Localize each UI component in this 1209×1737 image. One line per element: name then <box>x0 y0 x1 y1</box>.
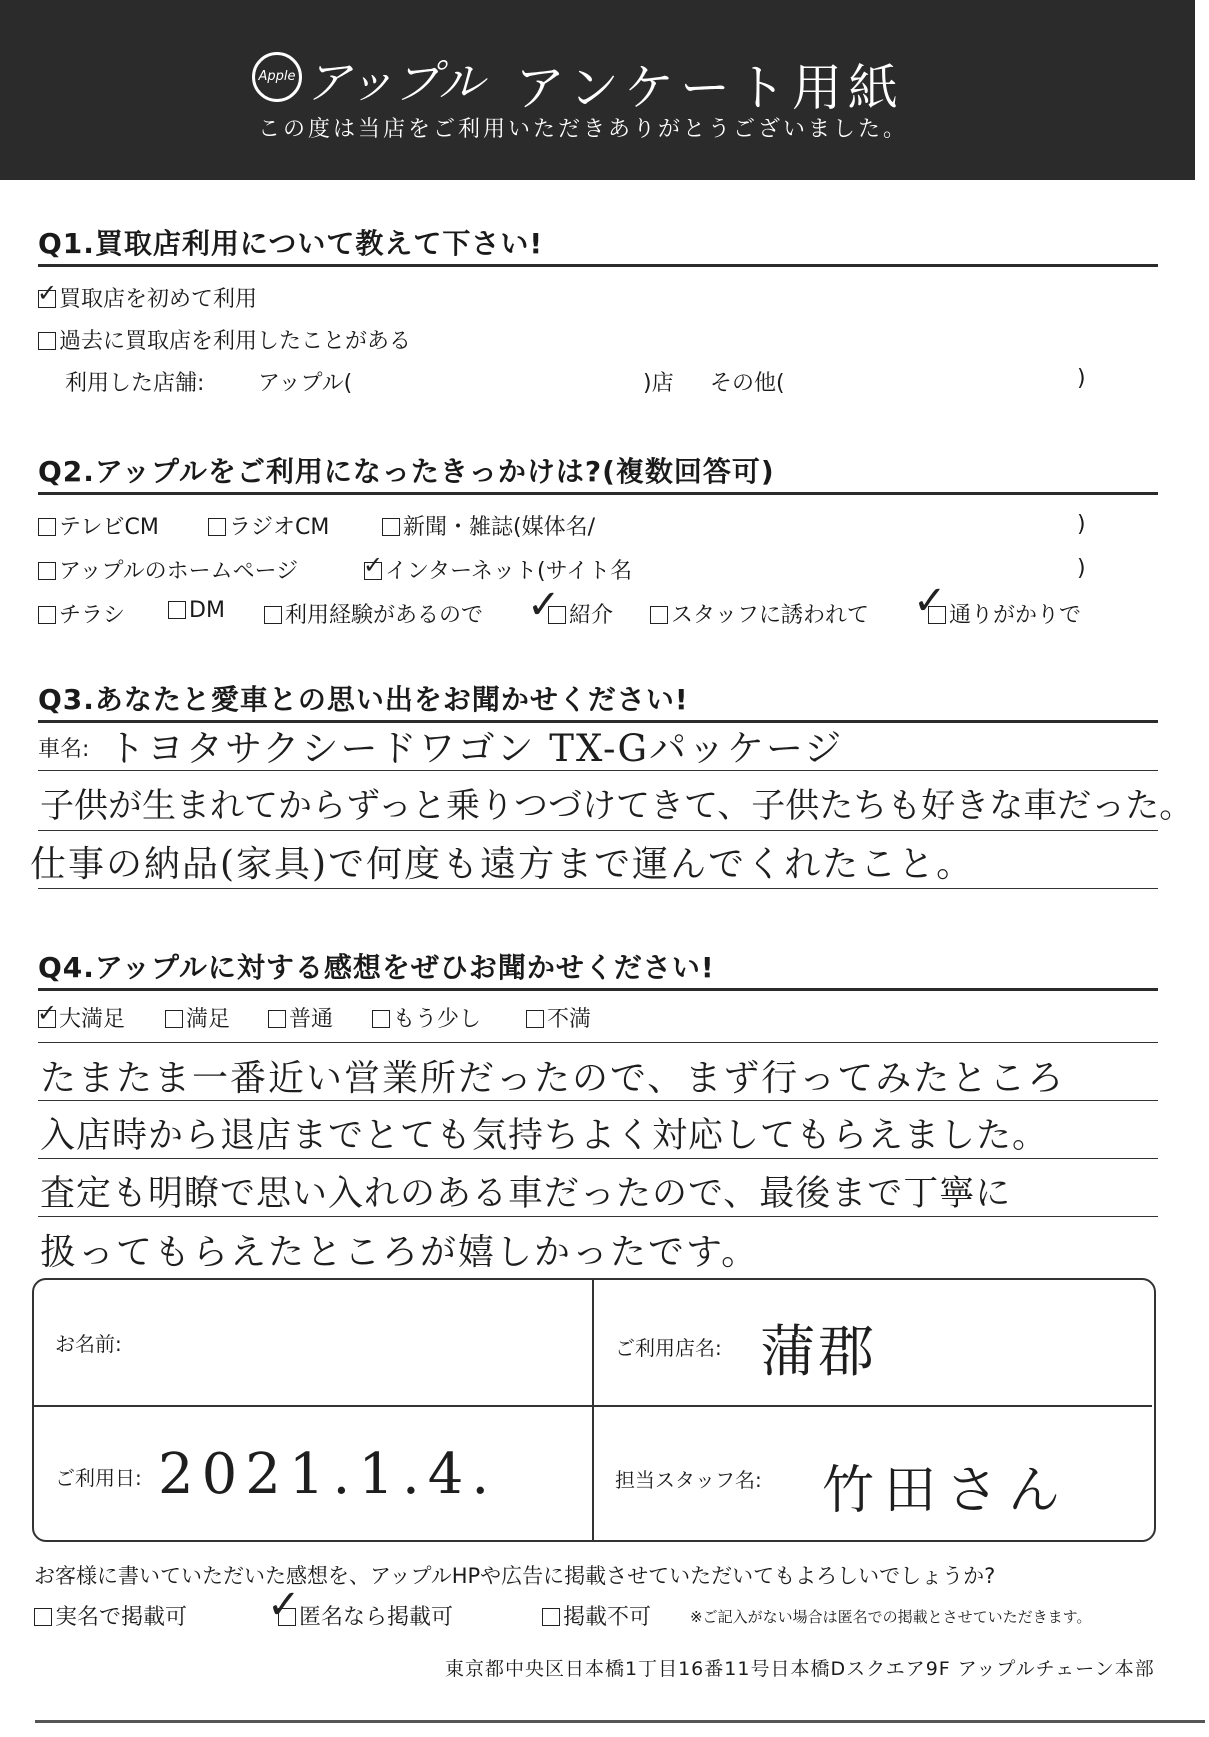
q1-store-label: 利用した店舗: <box>65 371 205 396</box>
q4-answer-line-3: 査定も明瞭で思い入れのある車だったので、最後まで丁寧に <box>40 1174 1012 1214</box>
brand-name: アップル <box>305 55 484 109</box>
q4-option-a-little-more[interactable]: もう少し <box>372 1002 481 1033</box>
q3-answer-line-2: 仕事の納品(家具)で何度も遠方まで運んでくれたこと。 <box>30 844 975 885</box>
q2-row1-close: ) <box>1077 512 1086 537</box>
info-table-divider-vertical <box>592 1278 594 1542</box>
q2-option-internet[interactable]: ✓ インターネット(サイト名 <box>363 551 633 584</box>
checkbox[interactable] <box>264 606 282 624</box>
page-title: アンケート用紙 <box>515 59 904 117</box>
consent-note: ※ご記入がない場合は匿名での掲載とさせていただきます。 <box>690 1608 1092 1626</box>
q4-answer-line-1: たまたま一番近い営業所だったので、まず行ってみたところ <box>40 1058 1066 1099</box>
company-address: 東京都中央区日本橋1丁目16番11号日本橋Dスクエア9F アップルチェーン本部 <box>445 1658 1155 1680</box>
checkbox[interactable] <box>527 582 566 628</box>
usage-date-value: 2021.1.4. <box>158 1442 498 1507</box>
checkmark-icon: ✓ <box>37 279 58 307</box>
q1-option-used-before[interactable]: 過去に買取店を利用したことがある <box>38 324 411 355</box>
q1-store-other: その他( <box>710 371 785 396</box>
checkbox[interactable] <box>208 518 226 536</box>
q4-answer-line-4: 扱ってもらえたところが嬉しかったです。 <box>40 1232 760 1273</box>
q2-option-experience[interactable]: 利用経験があるので <box>264 598 483 629</box>
checkbox[interactable] <box>363 551 384 580</box>
q1-rule <box>38 264 1158 267</box>
q3-answer-line-1: 子供が生まれてからずっと乗りつづけてきて、子供たちも好きな車だった。 <box>40 786 1194 826</box>
store-name-label: ご利用店名: <box>615 1336 722 1360</box>
q4-rule <box>38 988 1158 991</box>
q2-option-passing-by[interactable]: ✓ 通りがかりで <box>913 578 1082 628</box>
checkbox[interactable] <box>38 518 56 536</box>
checkbox[interactable] <box>38 332 56 350</box>
q1-store-suffix: )店 <box>643 371 674 396</box>
store-name-value: 蒲郡 <box>760 1320 876 1385</box>
consent-question: お客様に書いていただいた感想を、アップルHPや広告に掲載させていただいてもよろしいでしょうか? <box>34 1564 996 1588</box>
checkbox[interactable] <box>268 1010 286 1028</box>
q4-line-1 <box>38 1042 1158 1043</box>
q1-store-other-close: ) <box>1077 366 1086 391</box>
checkbox[interactable] <box>34 1608 52 1626</box>
q2-option-homepage[interactable]: アップルのホームページ <box>38 554 298 585</box>
q2-rule <box>38 492 1158 495</box>
checkbox[interactable] <box>37 279 58 308</box>
bottom-edge-rule <box>35 1720 1205 1723</box>
apple-logo-icon: Apple <box>252 52 302 102</box>
q3-line-2 <box>38 830 1158 831</box>
q3-question: Q3.あなたと愛車との思い出をお聞かせください! <box>38 683 689 716</box>
checkmark-icon: ✓ <box>267 1582 301 1628</box>
q2-option-newspaper[interactable]: 新聞・雑誌(媒体名/ <box>382 510 595 541</box>
q1-option-first-time[interactable]: ✓ 買取店を初めて利用 <box>37 279 258 312</box>
checkbox[interactable] <box>38 562 56 580</box>
checkbox[interactable] <box>650 606 668 624</box>
page-subtitle: この度は当店をご利用いただきありがとうございました。 <box>258 117 909 142</box>
checkbox[interactable] <box>38 606 56 624</box>
q2-option-staff[interactable]: スタッフに誘われて <box>650 598 869 629</box>
q2-row2-close: ) <box>1077 556 1086 581</box>
q2-option-referral[interactable]: ✓ 紹介 <box>527 582 614 628</box>
q4-answer-line-2: 入店時から退店までとても気持ちよく対応してもらえました。 <box>40 1116 1049 1156</box>
q2-option-flyer[interactable]: チラシ <box>38 598 125 629</box>
q2-option-radio-cm[interactable]: ラジオCM <box>208 510 329 541</box>
staff-name-value: 竹田さん <box>822 1461 1071 1521</box>
q2-option-dm[interactable]: DM <box>168 598 225 623</box>
usage-date-label: ご利用日: <box>55 1466 142 1490</box>
name-label: お名前: <box>55 1332 122 1356</box>
q4-option-dissatisfied[interactable]: 不満 <box>526 1002 591 1033</box>
consent-option-not-allowed[interactable]: 掲載不可 <box>542 1600 651 1631</box>
q1-store-apple: アップル( <box>258 371 353 396</box>
checkbox[interactable] <box>168 601 186 619</box>
q4-option-very-satisfied[interactable]: ✓ 大満足 <box>37 999 126 1032</box>
checkbox[interactable] <box>372 1010 390 1028</box>
checkmark-icon: ✓ <box>527 582 561 628</box>
q4-option-satisfied[interactable]: 満足 <box>165 1002 230 1033</box>
q4-option-normal[interactable]: 普通 <box>268 1002 333 1033</box>
checkmark-icon: ✓ <box>37 999 58 1027</box>
q1-question: Q1.買取店利用について教えて下さい! <box>38 227 544 260</box>
staff-name-label: 担当スタッフ名: <box>615 1468 762 1492</box>
checkmark-icon: ✓ <box>363 551 384 579</box>
q4-question: Q4.アップルに対する感想をぜひお聞かせください! <box>38 951 715 984</box>
checkbox[interactable] <box>913 578 947 624</box>
checkbox[interactable] <box>526 1010 544 1028</box>
q4-line-4 <box>38 1216 1158 1217</box>
checkbox[interactable] <box>542 1608 560 1626</box>
consent-option-anonymous[interactable]: ✓ 匿名なら掲載可 <box>267 1582 454 1630</box>
q3-car-label: 車名: <box>38 737 90 762</box>
q4-line-3 <box>38 1158 1158 1159</box>
q2-question: Q2.アップルをご利用になったきっかけは?(複数回答可) <box>38 455 775 488</box>
checkbox[interactable] <box>165 1010 183 1028</box>
checkmark-icon: ✓ <box>913 578 947 624</box>
checkbox[interactable] <box>37 999 58 1028</box>
info-table-divider-horizontal <box>34 1405 1152 1407</box>
q3-line-3 <box>38 888 1158 889</box>
checkbox[interactable] <box>267 1582 301 1628</box>
consent-option-real-name[interactable]: 実名で掲載可 <box>34 1600 187 1631</box>
q3-car-name: トヨタサクシードワゴン TX-Gパッケージ <box>108 727 844 770</box>
checkbox[interactable] <box>382 518 400 536</box>
q2-option-tv-cm[interactable]: テレビCM <box>38 510 159 541</box>
